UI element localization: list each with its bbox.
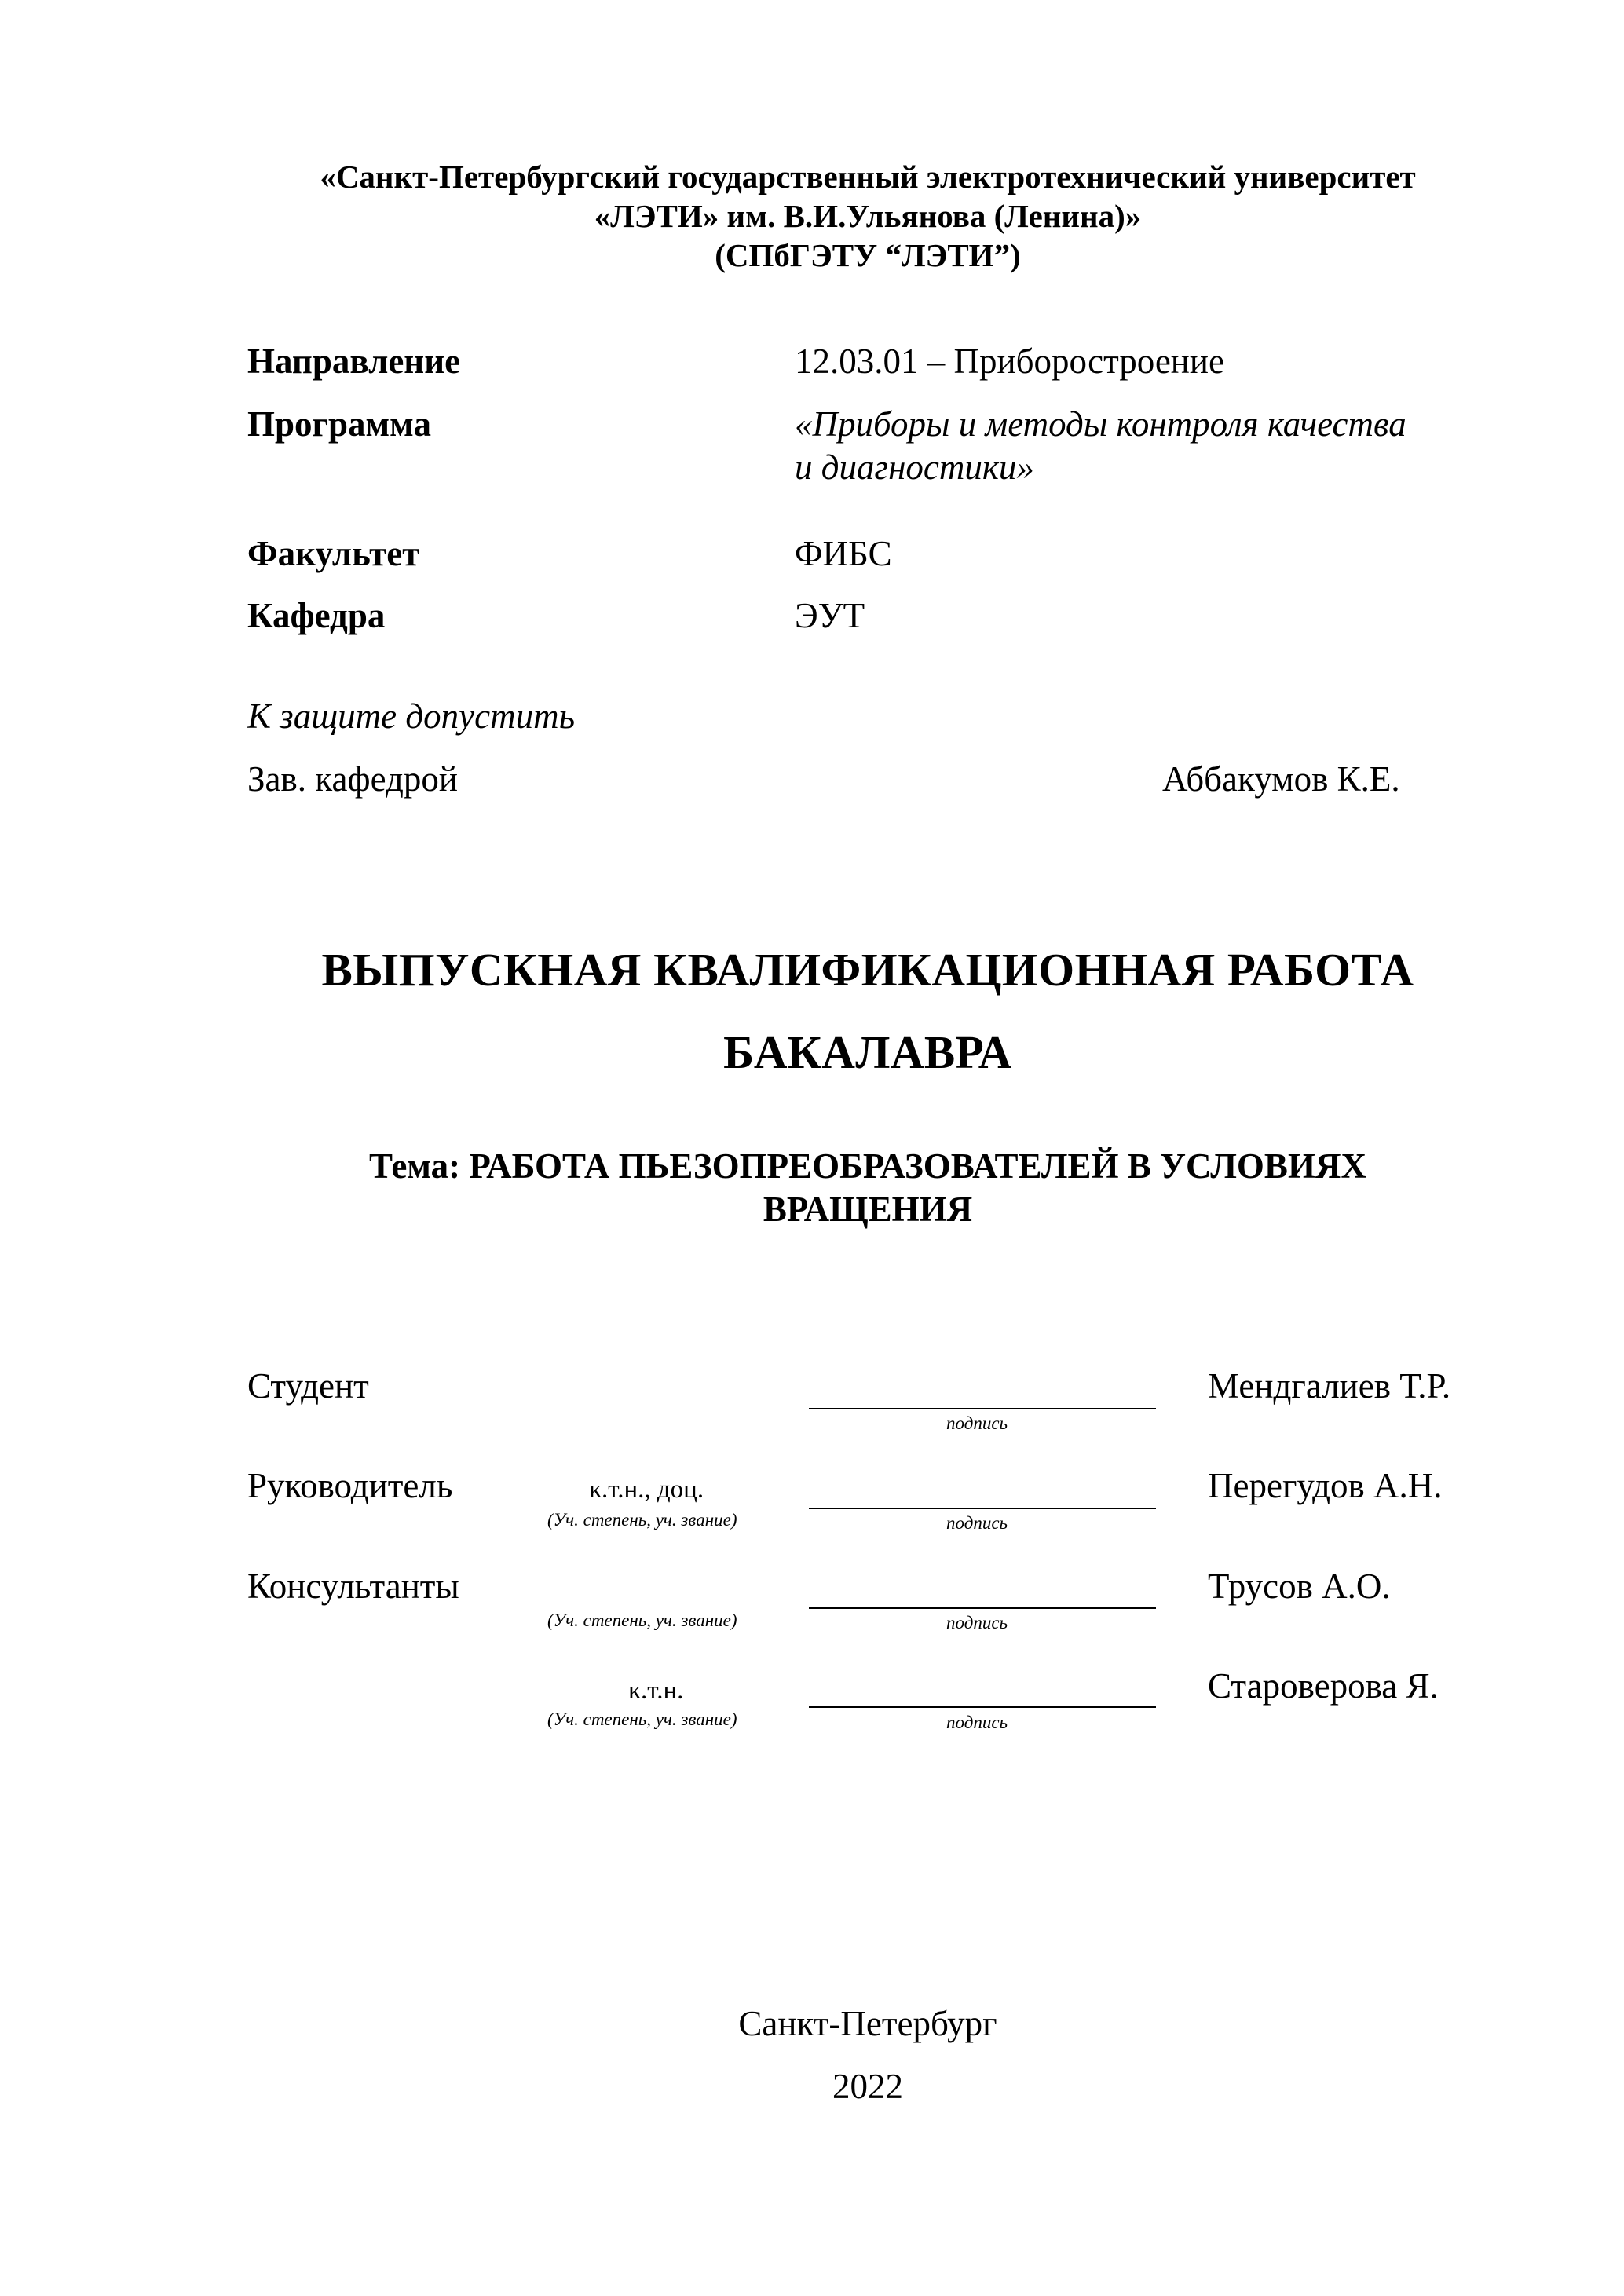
footer-year: 2022: [832, 2067, 903, 2106]
consultant1-signature-line: [809, 1607, 1156, 1609]
consultants-role: Консультанты: [247, 1567, 459, 1606]
student-signature-caption: подпись: [946, 1413, 1008, 1433]
supervisor-degree: к.т.н., доц.: [589, 1475, 704, 1504]
consultant1-degree-caption: (Уч. степень, уч. звание): [547, 1610, 737, 1630]
supervisor-signature-caption: подпись: [946, 1513, 1008, 1533]
university-name-line1: «Санкт-Петербургский государственный электротехнический университет: [320, 159, 1416, 195]
supervisor-role: Руководитель: [247, 1466, 453, 1505]
consultant1-name: Трусов А.О.: [1208, 1567, 1391, 1606]
consultant2-signature-caption: подпись: [946, 1713, 1008, 1732]
program-value-line1: «Приборы и методы контроля качества: [795, 404, 1406, 444]
department-value: ЭУТ: [795, 596, 865, 635]
university-abbreviation: (СПбГЭТУ “ЛЭТИ”): [715, 237, 1021, 273]
consultant2-name: Староверова Я.: [1208, 1666, 1439, 1706]
topic-line2: ВРАЩЕНИЯ: [763, 1190, 973, 1229]
footer-city: Санкт-Петербург: [738, 2004, 997, 2043]
supervisor-degree-caption: (Уч. степень, уч. звание): [547, 1510, 737, 1530]
direction-value: 12.03.01 – Приборостроение: [795, 342, 1224, 381]
student-signature-line: [809, 1408, 1156, 1409]
head-of-department-name: Аббакумов К.Е.: [1162, 759, 1400, 799]
program-label: Программа: [247, 404, 431, 444]
consultant1-signature-caption: подпись: [946, 1613, 1008, 1632]
admission-text: К защите допустить: [247, 696, 576, 736]
student-name: Мендгалиев Т.Р.: [1208, 1366, 1451, 1406]
supervisor-signature-line: [809, 1508, 1156, 1509]
consultant2-degree: к.т.н.: [628, 1676, 684, 1705]
consultant2-signature-line: [809, 1706, 1156, 1708]
university-name-line2: «ЛЭТИ» им. В.И.Ульянова (Ленина)»: [594, 198, 1142, 234]
faculty-value: ФИБС: [795, 534, 892, 573]
direction-label: Направление: [247, 342, 461, 381]
program-value-line2: и диагностики»: [795, 448, 1034, 487]
head-of-department-label: Зав. кафедрой: [247, 759, 458, 799]
document-title-line2: БАКАЛАВРА: [723, 1026, 1012, 1078]
topic-line1: Тема: РАБОТА ПЬЕЗОПРЕОБРАЗОВАТЕЛЕЙ В УСЛОВИЯХ: [369, 1146, 1366, 1186]
document-title-line1: ВЫПУСКНАЯ КВАЛИФИКАЦИОННАЯ РАБОТА: [321, 944, 1414, 996]
supervisor-name: Перегудов А.Н.: [1208, 1466, 1443, 1505]
department-label: Кафедра: [247, 596, 386, 635]
student-role: Студент: [247, 1366, 369, 1406]
faculty-label: Факультет: [247, 534, 420, 573]
consultant2-degree-caption: (Уч. степень, уч. звание): [547, 1709, 737, 1729]
